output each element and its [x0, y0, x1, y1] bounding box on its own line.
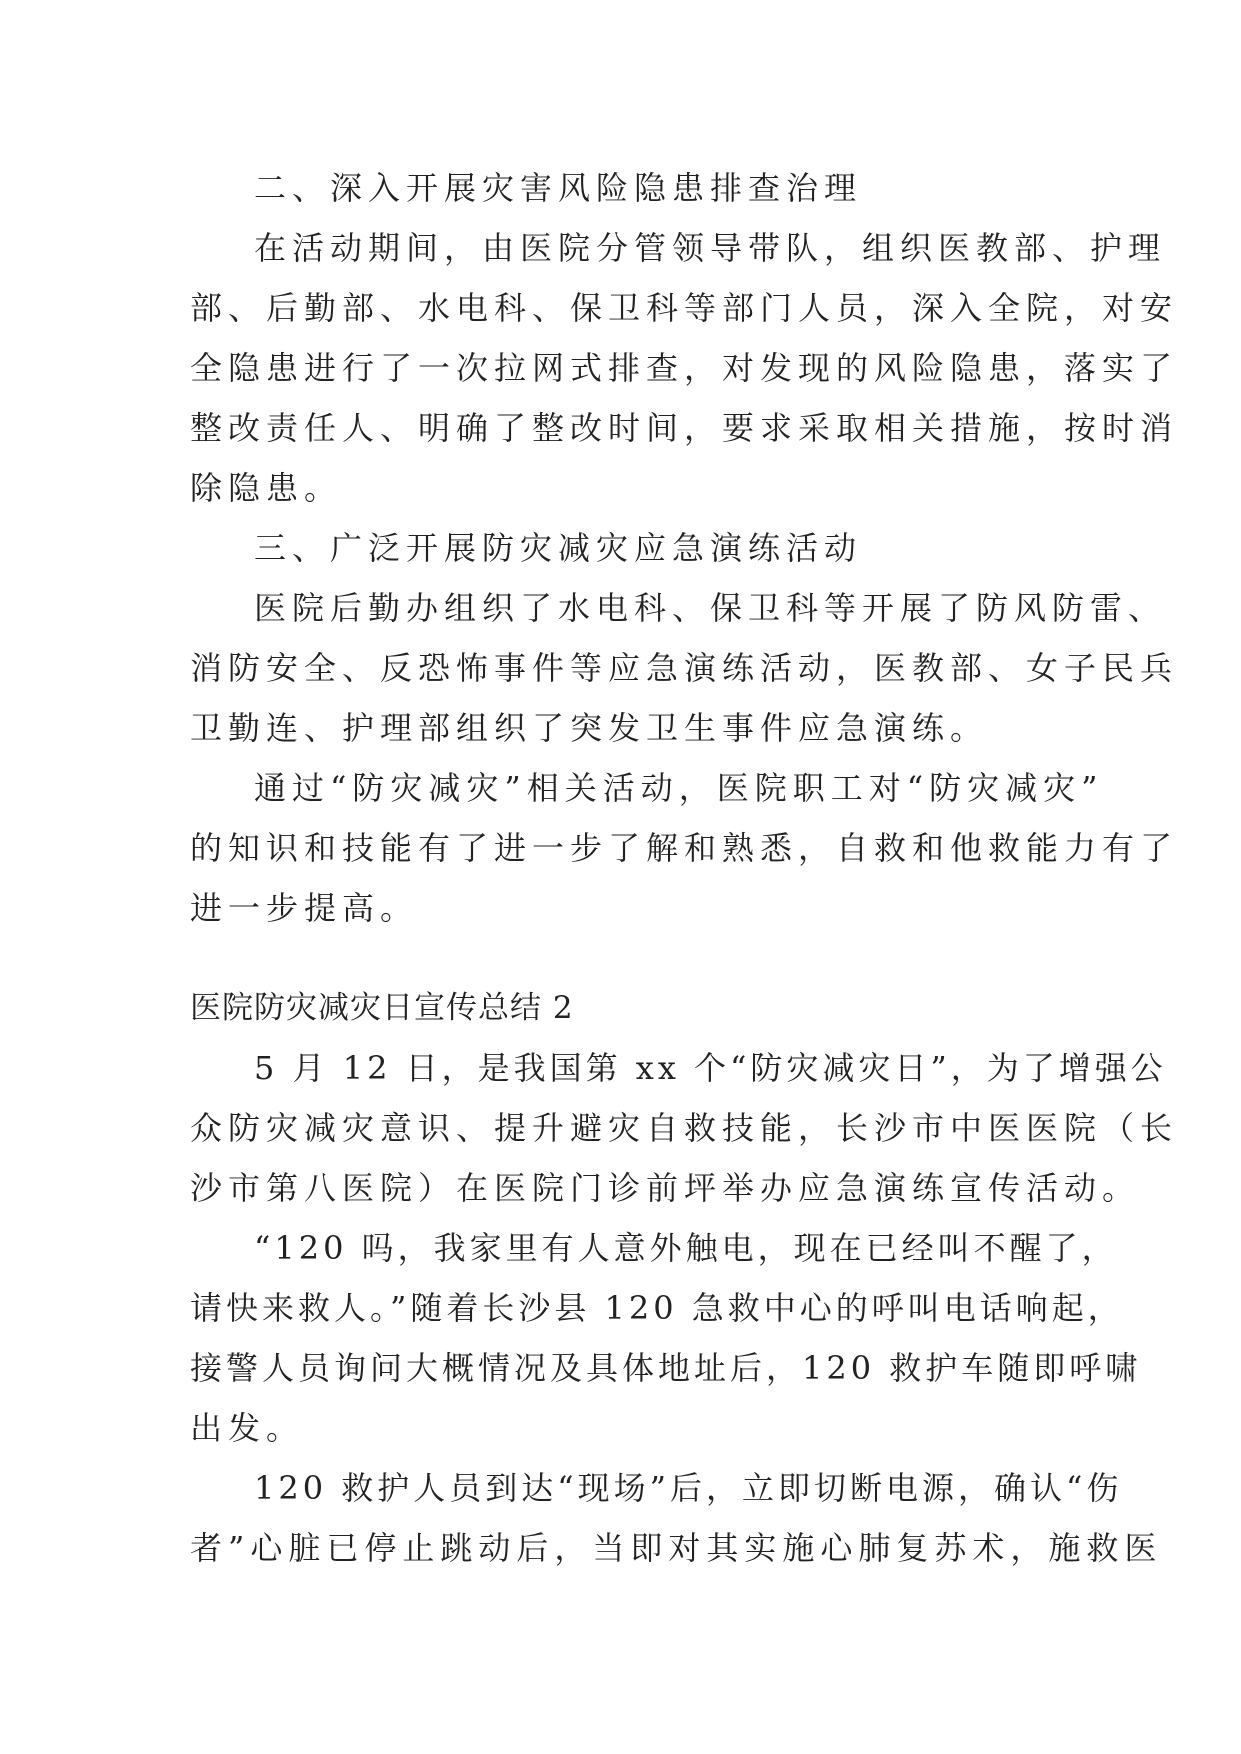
paragraph-line: “120 吗，我家里有人意外触电，现在已经叫不醒了， — [254, 1229, 1118, 1267]
section-heading-3: 三、广泛开展防灾减灾应急演练活动 — [254, 529, 863, 567]
paragraph-line: 卫勤连、护理部组织了突发卫生事件应急演练。 — [190, 709, 989, 747]
paragraph-line: 除隐患。 — [190, 469, 343, 507]
paragraph-line: 整改责任人、明确了整改时间，要求采取相关措施，按时消 — [190, 409, 1179, 447]
section-heading-2: 二、深入开展灾害风险隐患排查治理 — [254, 169, 863, 207]
paragraph-line: 出发。 — [190, 1409, 305, 1447]
paragraph-line: 沙市第八医院）在医院门诊前坪举办应急演练宣传活动。 — [190, 1169, 1141, 1207]
paragraph-line: 120 救护人员到达“现场”后，立即切断电源，确认“伤 — [254, 1469, 1123, 1507]
paragraph-line: 消防安全、反恐怖事件等应急演练活动，医教部、女子民兵 — [190, 649, 1179, 687]
paragraph-line: 5 月 12 日，是我国第 xx 个“防灾减灾日”，为了增强公 — [254, 1049, 1167, 1087]
summary-title: 医院防灾减灾日宣传总结 2 — [190, 990, 574, 1026]
paragraph-line: 全隐患进行了一次拉网式排查，对发现的风险隐患，落实了 — [190, 349, 1179, 387]
paragraph-line: 请快来救人。”随着长沙县 120 急救中心的呼叫电话响起， — [190, 1289, 1124, 1327]
paragraph-line: 的知识和技能有了进一步了解和熟悉，自救和他救能力有了 — [190, 829, 1179, 867]
paragraph-line: 医院后勤办组织了水电科、保卫科等开展了防风防雷、 — [254, 589, 1167, 627]
paragraph-line: 部、后勤部、水电科、保卫科等部门人员，深入全院，对安 — [190, 289, 1179, 327]
paragraph-line: 通过“防灾减灾”相关活动，医院职工对“防灾减灾” — [254, 769, 1104, 807]
paragraph-line: 接警人员询问大概情况及具体地址后，120 救护车随即呼啸 — [190, 1349, 1142, 1387]
document-body — [190, 158, 1179, 1578]
paragraph-line: 进一步提高。 — [190, 889, 419, 927]
section-spacer — [190, 938, 1050, 978]
paragraph-line: 者”心脏已停止跳动后，当即对其实施心肺复苏术，施救医 — [190, 1529, 1163, 1567]
paragraph-line: 在活动期间，由医院分管领导带队，组织医教部、护理 — [254, 229, 1167, 267]
paragraph-line: 众防灾减灾意识、提升避灾自救技能，长沙市中医医院（长 — [190, 1109, 1179, 1147]
